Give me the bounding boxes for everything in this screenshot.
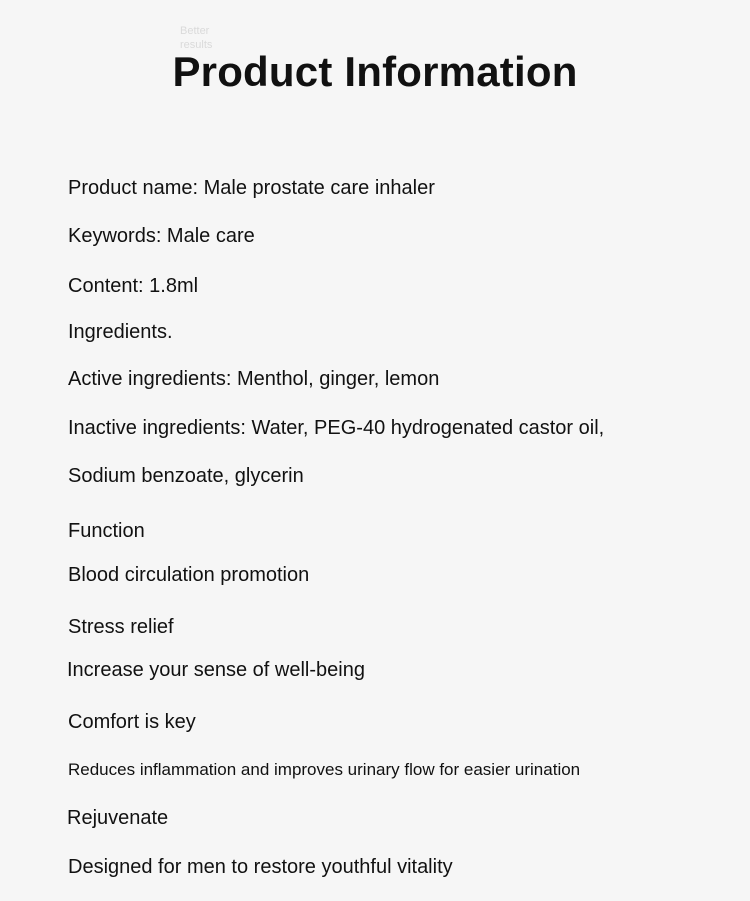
- page-title: Product Information: [172, 48, 578, 95]
- function-item-comfort: Comfort is key: [68, 711, 196, 733]
- function-item-inflammation: Reduces inflammation and improves urinary flow for easier urination: [68, 760, 581, 779]
- ingredients-heading: Ingredients.: [68, 321, 173, 343]
- function-item-rejuvenate: Rejuvenate: [67, 807, 169, 829]
- function-item-circulation: Blood circulation promotion: [68, 564, 310, 586]
- function-item-stress-relief: Stress relief: [68, 616, 174, 638]
- keywords-line: Keywords: Male care: [68, 225, 255, 247]
- function-heading: Function: [68, 520, 145, 542]
- active-ingredients-line: Active ingredients: Menthol, ginger, lemon: [68, 368, 440, 390]
- content-line: Content: 1.8ml: [68, 275, 199, 297]
- product-name-line: Product name: Male prostate care inhaler: [68, 177, 435, 199]
- function-item-well-being: Increase your sense of well-being: [67, 659, 365, 681]
- watermark-text: Better results: [180, 25, 213, 51]
- inactive-ingredients-line: Inactive ingredients: Water, PEG-40 hydrogenated castor oil,: [68, 417, 605, 439]
- inactive-ingredients-continued: Sodium benzoate, glycerin: [68, 465, 304, 487]
- function-item-vitality: Designed for men to restore youthful vitality: [68, 856, 453, 878]
